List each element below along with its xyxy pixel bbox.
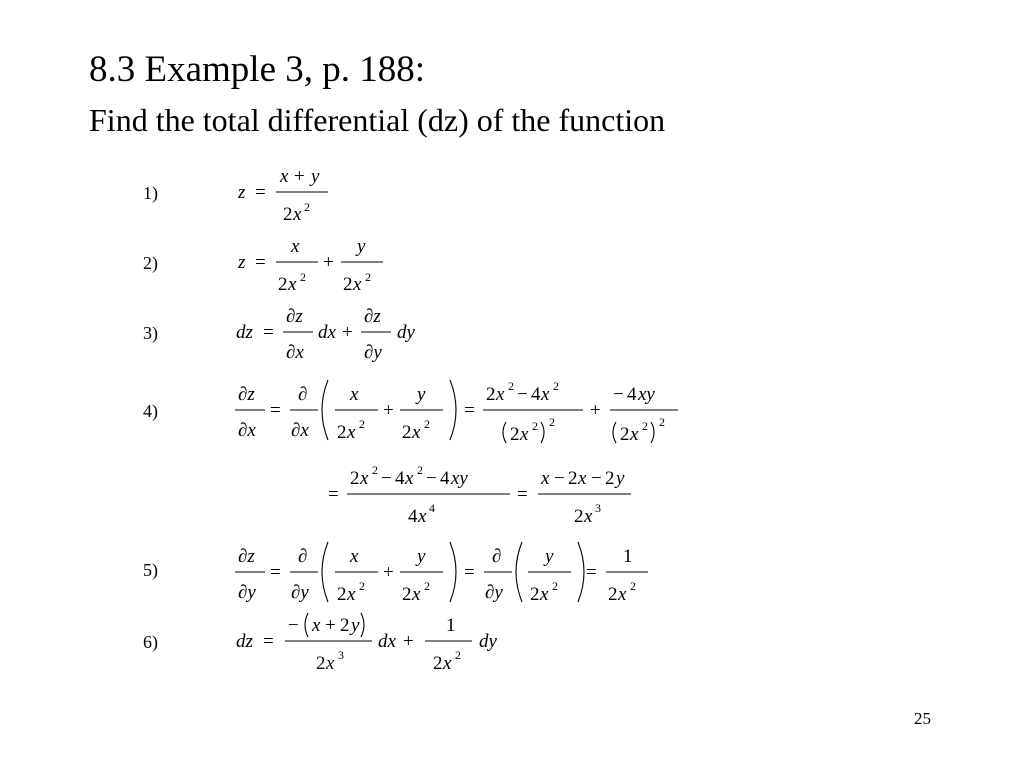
svg-text:2: 2 xyxy=(620,424,630,445)
svg-text:2: 2 xyxy=(340,615,350,636)
svg-text:x: x xyxy=(630,424,639,445)
svg-text:∂y: ∂y xyxy=(485,582,503,603)
svg-text:dy: dy xyxy=(479,631,497,652)
svg-text:2: 2 xyxy=(424,579,430,593)
svg-text:4: 4 xyxy=(429,501,435,515)
svg-text:+: + xyxy=(325,615,336,636)
svg-text:∂x: ∂x xyxy=(291,420,309,441)
svg-text:y: y xyxy=(357,236,366,257)
svg-text:2: 2 xyxy=(508,379,514,393)
svg-text:+: + xyxy=(323,252,334,273)
svg-text:dz: dz xyxy=(236,631,253,652)
svg-text:2: 2 xyxy=(510,424,520,445)
svg-text:x: x xyxy=(584,506,593,527)
svg-text:=: = xyxy=(464,400,475,421)
svg-text:3: 3 xyxy=(595,501,601,515)
svg-text:2: 2 xyxy=(402,584,412,605)
step-label-5: 5) xyxy=(143,560,158,580)
svg-text:−: − xyxy=(288,615,299,636)
svg-text:2: 2 xyxy=(337,584,347,605)
svg-text:2: 2 xyxy=(605,468,615,489)
svg-text:+: + xyxy=(383,562,394,583)
svg-text:x: x xyxy=(412,584,421,605)
svg-text:−: − xyxy=(613,384,624,405)
slide-title: 8.3 Example 3, p. 188: xyxy=(89,49,426,90)
svg-text:2: 2 xyxy=(424,417,430,431)
svg-text:2: 2 xyxy=(532,419,538,433)
svg-text:∂z: ∂z xyxy=(238,384,255,405)
svg-text:−: − xyxy=(517,384,528,405)
svg-text:z: z xyxy=(238,182,246,203)
step-label-6: 6) xyxy=(143,632,158,652)
svg-text:x: x xyxy=(520,424,529,445)
svg-text:x: x xyxy=(347,584,356,605)
svg-text:2: 2 xyxy=(568,468,578,489)
svg-text:2: 2 xyxy=(530,584,540,605)
svg-text:dz: dz xyxy=(236,322,253,343)
page-number: 25 xyxy=(914,709,931,728)
svg-text:x: x xyxy=(326,653,335,674)
svg-text:+: + xyxy=(403,631,414,652)
svg-text:x: x xyxy=(347,422,356,443)
svg-text:∂z: ∂z xyxy=(238,546,255,567)
svg-text:1: 1 xyxy=(446,615,456,636)
svg-text:2: 2 xyxy=(372,463,378,477)
svg-text:2: 2 xyxy=(608,584,618,605)
svg-text:x: x xyxy=(312,615,321,636)
svg-text:2: 2 xyxy=(300,270,306,284)
svg-text:−: − xyxy=(591,468,602,489)
svg-text:∂y: ∂y xyxy=(291,582,309,603)
svg-text:∂y: ∂y xyxy=(238,582,256,603)
svg-text:−: − xyxy=(426,468,437,489)
svg-text:2: 2 xyxy=(343,274,353,295)
svg-text:2: 2 xyxy=(574,506,584,527)
svg-text:4: 4 xyxy=(531,384,541,405)
svg-text:2: 2 xyxy=(455,648,461,662)
svg-text:∂: ∂ xyxy=(492,546,502,567)
svg-text:y: y xyxy=(545,546,554,567)
svg-text:x: x xyxy=(443,653,452,674)
svg-text:x: x xyxy=(412,422,421,443)
svg-text:2: 2 xyxy=(433,653,443,674)
svg-text:=: = xyxy=(263,631,274,652)
svg-text:2: 2 xyxy=(552,579,558,593)
svg-text:=: = xyxy=(464,562,475,583)
svg-text:+: + xyxy=(342,322,353,343)
svg-text:2: 2 xyxy=(337,422,347,443)
svg-text:=: = xyxy=(270,562,281,583)
svg-text:x: x xyxy=(293,204,302,225)
svg-text:=: = xyxy=(270,400,281,421)
svg-text:2: 2 xyxy=(642,419,648,433)
svg-text:4: 4 xyxy=(627,384,637,405)
svg-text:x: x xyxy=(405,468,414,489)
svg-text:2: 2 xyxy=(659,415,665,429)
svg-text:2: 2 xyxy=(359,417,365,431)
svg-text:2: 2 xyxy=(402,422,412,443)
svg-text:=: = xyxy=(586,562,597,583)
svg-text:∂z: ∂z xyxy=(286,306,303,327)
svg-text:x: x xyxy=(541,468,550,489)
svg-text:−: − xyxy=(381,468,392,489)
svg-text:2: 2 xyxy=(549,415,555,429)
step-label-2: 2) xyxy=(143,253,158,273)
svg-text:+: + xyxy=(294,166,305,187)
svg-text:x: x xyxy=(280,166,289,187)
svg-text:x: x xyxy=(291,236,300,257)
svg-text:2: 2 xyxy=(278,274,288,295)
svg-text:x: x xyxy=(541,384,550,405)
svg-text:+: + xyxy=(383,400,394,421)
svg-text:dy: dy xyxy=(397,322,415,343)
svg-text:−: − xyxy=(554,468,565,489)
svg-text:x: x xyxy=(540,584,549,605)
svg-text:2: 2 xyxy=(316,653,326,674)
slide-subtitle: Find the total differential (dz) of the function xyxy=(89,102,666,138)
svg-text:xy: xy xyxy=(451,468,468,489)
svg-text:x: x xyxy=(360,468,369,489)
svg-text:x: x xyxy=(288,274,297,295)
svg-text:=: = xyxy=(255,182,266,203)
svg-text:=: = xyxy=(255,252,266,273)
svg-text:x: x xyxy=(578,468,587,489)
step-label-4: 4) xyxy=(143,401,158,421)
equation-6 xyxy=(228,605,748,715)
svg-text:∂y: ∂y xyxy=(364,342,382,363)
svg-text:dx: dx xyxy=(378,631,396,652)
svg-text:y: y xyxy=(351,615,360,636)
svg-text:2: 2 xyxy=(630,579,636,593)
svg-text:xy: xy xyxy=(638,384,655,405)
svg-text:x: x xyxy=(350,546,359,567)
step-label-1: 1) xyxy=(143,183,158,203)
svg-text:∂: ∂ xyxy=(298,546,308,567)
svg-text:x: x xyxy=(353,274,362,295)
svg-text:x: x xyxy=(496,384,505,405)
svg-text:y: y xyxy=(311,166,320,187)
svg-text:1: 1 xyxy=(623,546,633,567)
step-label-3: 3) xyxy=(143,323,158,343)
svg-text:=: = xyxy=(263,322,274,343)
svg-text:2: 2 xyxy=(417,463,423,477)
svg-text:y: y xyxy=(616,468,625,489)
svg-text:2: 2 xyxy=(283,204,293,225)
svg-text:∂x: ∂x xyxy=(238,420,256,441)
svg-text:x: x xyxy=(418,506,427,527)
svg-text:4: 4 xyxy=(408,506,418,527)
svg-text:2: 2 xyxy=(486,384,496,405)
svg-text:∂: ∂ xyxy=(298,384,308,405)
svg-text:+: + xyxy=(590,400,601,421)
svg-text:y: y xyxy=(417,384,426,405)
svg-text:x: x xyxy=(618,584,627,605)
svg-text:2: 2 xyxy=(350,468,360,489)
svg-text:2: 2 xyxy=(365,270,371,284)
svg-text:2: 2 xyxy=(553,379,559,393)
svg-text:3: 3 xyxy=(338,648,344,662)
svg-text:2: 2 xyxy=(359,579,365,593)
svg-text:=: = xyxy=(517,484,528,505)
svg-text:x: x xyxy=(350,384,359,405)
svg-text:z: z xyxy=(238,252,246,273)
svg-text:y: y xyxy=(417,546,426,567)
svg-text:4: 4 xyxy=(440,468,450,489)
svg-text:dx: dx xyxy=(318,322,336,343)
svg-text:∂x: ∂x xyxy=(286,342,304,363)
svg-text:4: 4 xyxy=(395,468,405,489)
svg-text:∂z: ∂z xyxy=(364,306,381,327)
svg-text:=: = xyxy=(328,484,339,505)
svg-text:2: 2 xyxy=(304,200,310,214)
